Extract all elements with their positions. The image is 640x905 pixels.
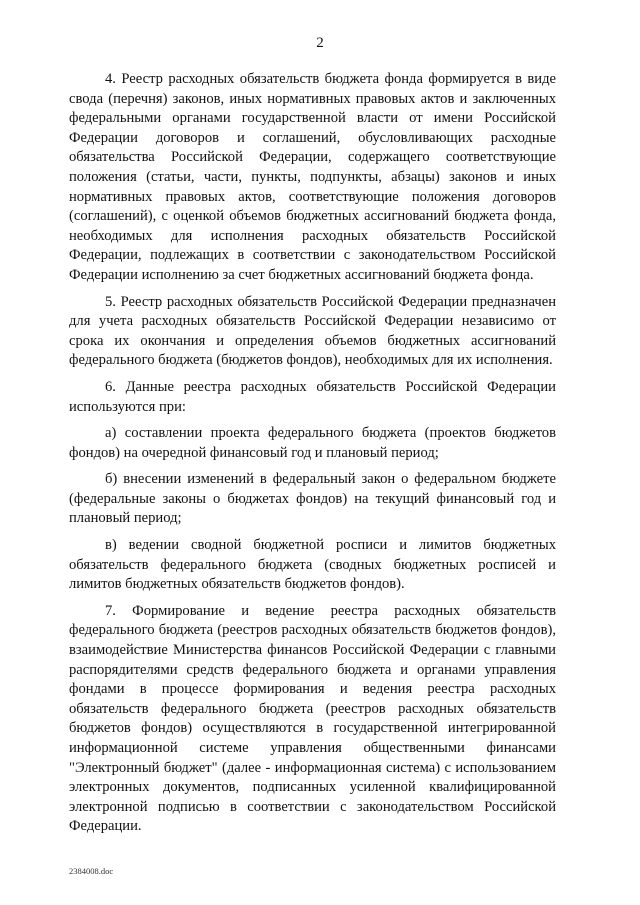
page-number: 2 — [316, 35, 324, 51]
paragraph-subitem-v: в) ведении сводной бюджетной росписи и лимитов бюджетных обязательств федерального бюджета (сводных бюджетных росписей и лимитов бюджетных обязательств бюджетов фондов). — [69, 537, 556, 593]
document-file-code: 2384008.doc — [69, 866, 114, 876]
paragraph-item-7: 7. Формирование и ведение реестра расходных обязательств федерального бюджета (реестров расходных обязательств бюджетов фондов), взаимодействие Министерства финансов Российской Федерации с главными распорядителями средств федерального бюджета и органами управления фондами в процессе формирования и ведения реестра расходных обязательств федерального бюджета (реестров расходных обязательств бюджетов фондов) осуществляются в государственной интегрированной информационной системе управления общественными финансами "Электронный бюджет" (далее - информационная система) с использованием электронных документов, подписанных усиленной квалифицированной электронной подписью в соответствии с законодательством Российской Федерации. — [69, 602, 556, 835]
paragraph-item-4: 4. Реестр расходных обязательств бюджета фонда формируется в виде свода (перечня) законов, иных нормативных правовых актов и заключенных федеральными органами государственной власти от имени Российской Федерации договоров и соглашений, обусловливающих расходные обязательства Российской Федерации, содержащего соответствующие положения (статьи, части, пункты, подпункты, абзацы) законов и иных нормативных правовых актов, соответствующие положения договоров (соглашений), с оценкой объемов бюджетных ассигнований бюджета фонда, необходимых для исполнения расходных обязательств Российской Федерации, подлежащих в соответствии с законодательством Российской Федерации исполнению за счет бюджетных ассигнований бюджета фонда. — [69, 71, 556, 283]
paragraph-subitem-b: б) внесении изменений в федеральный закон о федеральном бюджете (федеральные законы о бюджетах фондов) на текущий финансовый год и плановый период; — [69, 471, 556, 527]
paragraph-item-5: 5. Реестр расходных обязательств Российской Федерации предназначен для учета расходных обязательств Российской Федерации независимо от срока их окончания и определения объемов бюджетных ассигнований федерального бюджета (бюджетов фондов), необходимых для их исполнения. — [69, 293, 556, 369]
paragraph-item-6: 6. Данные реестра расходных обязательств Российской Федерации используются при: — [69, 378, 556, 415]
document-body — [69, 70, 556, 844]
paragraph-subitem-a: а) составлении проекта федерального бюджета (проектов бюджетов фондов) на очередной финансовый год и плановый период; — [69, 425, 556, 461]
